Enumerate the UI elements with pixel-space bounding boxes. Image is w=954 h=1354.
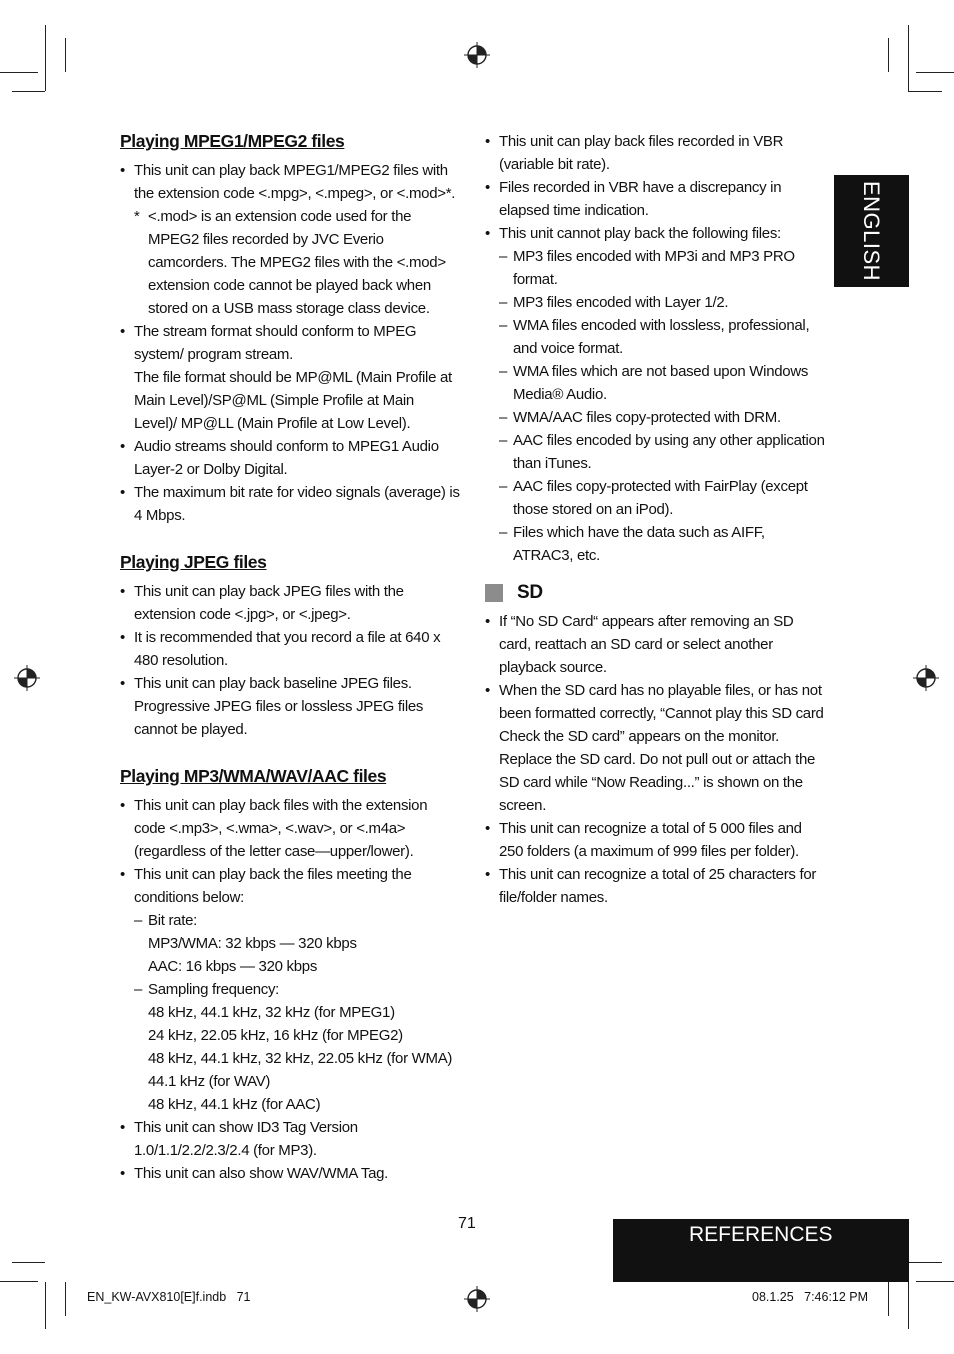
list-item: • The stream format should conform to MPEG system/ program stream. The file format should be MP@ML (Main Profile at Main Level)/SP@ML (Simple Profile at Main Level)/ MP@LL (Main Profile at Low Level). (120, 320, 460, 435)
sd-heading (485, 581, 825, 604)
registration-mark-icon (464, 42, 490, 68)
list-item: • If “No SD Card“ appears after removing an SD card, reattach an SD card or select another playback source. (485, 610, 825, 679)
sub-item: – Files which have the data such as AIFF, ATRAC3, etc. (499, 521, 825, 567)
crop-mark (908, 25, 909, 91)
list-item: • This unit can play back baseline JPEG files. Progressive JPEG files or lossless JPEG files cannot be played. (120, 672, 460, 741)
list-item: • The maximum bit rate for video signals (average) is 4 Mbps. (120, 481, 460, 527)
sub-item: – AAC files copy-protected with FairPlay (except those stored on an iPod). (499, 475, 825, 521)
sub-item: – WMA/AAC files copy-protected with DRM. (499, 406, 825, 429)
sub-item-frequency: – Sampling frequency: 48 kHz, 44.1 kHz, 32 kHz (for MPEG1) 24 kHz, 22.05 kHz, 16 kHz (for MPEG2) 48 kHz, 44.1 kHz, 32 kHz, 22.05 kHz (for WMA) 44.1 kHz (for WAV) 48 kHz, 44.1 kHz (for AAC) (134, 978, 460, 1116)
sub-item: – MP3 files encoded with MP3i and MP3 PRO format. (499, 245, 825, 291)
mpeg-list (120, 159, 460, 527)
footer-timestamp: 08.1.25 7:46:12 PM (752, 1290, 869, 1304)
vbr-list (485, 130, 825, 567)
right-column (485, 130, 825, 909)
left-column (120, 130, 460, 1185)
footnote: * <.mod> is an extension code used for the MPEG2 files recorded by JVC Everio camcorders. The MPEG2 files with the <.mod> extension code cannot be played back when stored on a USB mass storage class device. (134, 208, 446, 317)
sub-item: – AAC files encoded by using any other application than iTunes. (499, 429, 825, 475)
crop-mark (916, 72, 954, 73)
list-item: • When the SD card has no playable files, or has not been formatted correctly, “Cannot play this SD card Check the SD card” appears on the monitor. Replace the SD card. Do not pull out or attach the SD card while “Now Reading...” is shown on the screen. (485, 679, 825, 817)
mpeg-section (120, 130, 460, 527)
language-tab-label: ENGLISH (859, 180, 885, 282)
list-item: • This unit cannot play back the following files: – MP3 files encoded with MP3i and MP3 PRO format. – MP3 files encoded with Layer 1/2. – WMA files encoded with lossless, professional, and voice format. – WMA files which are not based upon Windows Media® Audio. – WMA/AAC files copy-protected with DRM. – AAC files encoded by using any other application than iTunes. – AAC files copy-protected with FairPlay (except those stored on an iPod). – Files which have the data such as AIFF, ATRAC3, etc. (485, 222, 825, 567)
crop-mark (888, 1282, 889, 1316)
crop-mark (0, 1281, 38, 1282)
list-item: • This unit can show ID3 Tag Version 1.0/1.1/2.2/2.3/2.4 (for MP3). (120, 1116, 460, 1162)
crop-mark (916, 1281, 954, 1282)
list-item: • It is recommended that you record a file at 640 x 480 resolution. (120, 626, 460, 672)
crop-mark (908, 1282, 909, 1329)
section-title-sd: SD (517, 582, 543, 603)
sd-list (485, 610, 825, 909)
unsupported-files-list (499, 245, 825, 567)
list-item: • This unit can play back JPEG files with the extension code <.jpg>, or <.jpeg>. (120, 580, 460, 626)
crop-mark (45, 1282, 46, 1329)
section-title-mpeg: Playing MPEG1/MPEG2 files (120, 131, 345, 151)
list-item: • Files recorded in VBR have a discrepancy in elapsed time indication. (485, 176, 825, 222)
conditions-list (134, 909, 460, 1116)
registration-mark-icon (14, 665, 40, 691)
crop-mark (45, 25, 46, 91)
crop-mark (908, 1262, 942, 1263)
crop-mark (908, 91, 942, 92)
jpeg-section (120, 551, 460, 741)
crop-mark (65, 38, 66, 72)
crop-mark (0, 72, 38, 73)
language-tab (834, 175, 909, 287)
list-item: • This unit can play back files recorded in VBR (variable bit rate). (485, 130, 825, 176)
registration-mark-icon (913, 665, 939, 691)
list-item: • This unit can play back the files meeting the conditions below: – Bit rate: MP3/WMA: 32 kbps — 320 kbps AAC: 16 kbps — 320 kbps – Sampling frequency: 48 kHz, 44.1 kHz, 32 kHz (for MPEG1) 24 kHz, 22.05 kHz, 16 kHz (for MPEG2) 48 kHz, 44.1 kHz, 32 kHz, 22.05 kHz (for WMA) 44.1 kHz (for WAV) 48 kHz, 44.1 kHz (for AAC) (120, 863, 460, 1116)
references-tab (613, 1219, 909, 1282)
section-title-jpeg: Playing JPEG files (120, 552, 267, 572)
crop-mark (888, 38, 889, 72)
sub-item: – WMA files encoded with lossless, professional, and voice format. (499, 314, 825, 360)
footer-file-info: EN_KW-AVX810[E]f.indb 71 (87, 1290, 251, 1304)
list-item: • This unit can also show WAV/WMA Tag. (120, 1162, 460, 1185)
crop-mark (12, 1262, 45, 1263)
registration-mark-icon (464, 1286, 490, 1312)
sub-item: – MP3 files encoded with Layer 1/2. (499, 291, 825, 314)
list-item: • This unit can recognize a total of 5 000 files and 250 folders (a maximum of 999 files per folder). (485, 817, 825, 863)
list-item: • This unit can play back files with the extension code <.mp3>, <.wma>, <.wav>, or <.m4a> (regardless of the letter case—upper/lower). (120, 794, 460, 863)
list-item: • Audio streams should conform to MPEG1 Audio Layer-2 or Dolby Digital. (120, 435, 460, 481)
section-title-audio: Playing MP3/WMA/WAV/AAC files (120, 766, 387, 786)
section-square-icon (485, 584, 503, 602)
list-item: • This unit can recognize a total of 25 characters for file/folder names. (485, 863, 825, 909)
sub-item: – WMA files which are not based upon Windows Media® Audio. (499, 360, 825, 406)
page-number: 71 (458, 1215, 476, 1232)
crop-mark (12, 91, 45, 92)
references-tab-label: REFERENCES (689, 1223, 833, 1246)
list-item: • This unit can play back MPEG1/MPEG2 files with the extension code <.mpg>, <.mpeg>, or <.mod>*. * <.mod> is an extension code used for the MPEG2 files recorded by JVC Everio camcorders. The MPEG2 files with the <.mod> extension code cannot be played back when stored on a USB mass storage class device. (120, 159, 460, 320)
audio-list (120, 794, 460, 1185)
sub-item-bitrate: – Bit rate: MP3/WMA: 32 kbps — 320 kbps AAC: 16 kbps — 320 kbps (134, 909, 460, 978)
audio-section (120, 765, 460, 1185)
crop-mark (65, 1282, 66, 1316)
jpeg-list (120, 580, 460, 741)
